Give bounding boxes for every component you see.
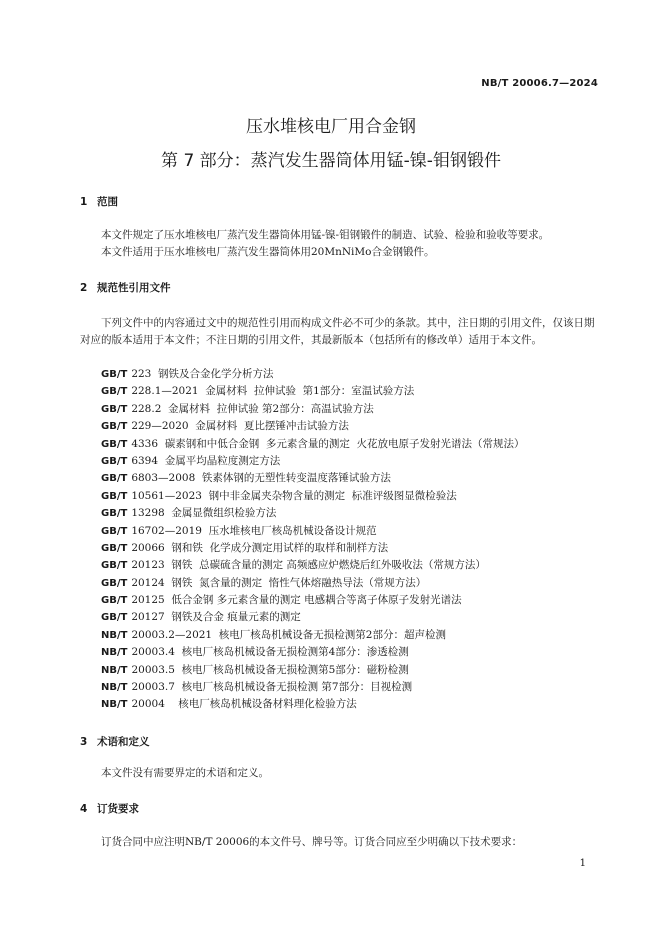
section-title: 规范性引用文件 [97, 282, 171, 294]
reference-item [101, 383, 525, 400]
reference-item [101, 644, 525, 661]
reference-code: GB/T [101, 403, 128, 415]
normative-references-list [101, 366, 525, 714]
reference-code: NB/T [101, 682, 128, 694]
reference-item [101, 401, 525, 418]
reference-code: NB/T [101, 664, 128, 676]
reference-item [101, 557, 525, 574]
reference-title: 6394 金属平均晶粒度测定方法 [131, 454, 281, 467]
reference-title: 20003.4 核电厂核岛机械设备无损检测第4部分：渗透检测 [131, 646, 409, 659]
reference-code: GB/T [101, 473, 128, 485]
reference-item [101, 662, 525, 679]
reference-title: 229—2020 金属材料 夏比摆锤冲击试验方法 [131, 420, 349, 433]
reference-item [101, 575, 525, 592]
reference-item [101, 453, 525, 470]
section-number: 4 [80, 803, 88, 815]
reference-title: 20123 钢铁 总碳硫含量的测定 高频感应炉燃烧后红外吸收法（常规方法） [131, 559, 486, 572]
reference-title: 20003.7 核电厂核岛机械设备无损检测 第7部分：目视检测 [131, 681, 413, 694]
paragraph: 下列文件中的内容通过文中的规范性引用而构成文件必不可少的条款。其中，注日期的引用文件，仅该日期对应的版本适用于本文件；不注日期的引用文件，其最新版本（包括所有的修改单）适用于本文件。 [80, 317, 595, 346]
reference-title: 228.2 金属材料 拉伸试验 第2部分：高温试验方法 [131, 402, 374, 415]
reference-item [101, 679, 525, 696]
reference-code: NB/T [101, 629, 128, 641]
reference-code: GB/T [101, 525, 128, 537]
reference-code: GB/T [101, 560, 128, 572]
reference-code: GB/T [101, 577, 128, 589]
reference-title: 13298 金属显微组织检验方法 [131, 507, 277, 520]
paragraph: 本文件规定了压水堆核电厂蒸汽发生器筒体用锰-镍-钼钢锻件的制造、试验、检验和验收等要求。 [101, 229, 550, 241]
document-title: 压水堆核电厂用合金钢 [246, 117, 416, 137]
reference-item [101, 627, 525, 644]
reference-item [101, 488, 525, 505]
reference-title: 4336 碳素钢和中低合金钢 多元素含量的测定 火花放电原子发射光谱法（常规法） [131, 437, 525, 450]
reference-title: 223 钢铁及合金化学分析方法 [131, 368, 274, 380]
document-subtitle: 第 7 部分：蒸汽发生器筒体用锰-镍-钼钢锻件 [161, 151, 501, 171]
reference-code: NB/T [101, 647, 128, 659]
paragraph: 订货合同中应注明NB/T 20006的本文件号、牌号等。订货合同应至少明确以下技术要求： [101, 836, 523, 848]
section-title: 订货要求 [97, 803, 139, 815]
reference-item [101, 470, 525, 487]
section-2-heading [80, 280, 171, 295]
page-number: 1 [579, 858, 586, 869]
reference-code: GB/T [101, 508, 128, 520]
reference-title: 20125 低合金钢 多元素含量的测定 电感耦合等离子体原子发射光谱法 [131, 594, 462, 607]
reference-item [101, 523, 525, 540]
reference-code: GB/T [101, 455, 128, 467]
section-title: 术语和定义 [97, 736, 150, 748]
section-3-heading [80, 734, 150, 749]
reference-title: 20066 钢和铁 化学成分测定用试样的取样和制样方法 [131, 541, 389, 554]
reference-item [101, 418, 525, 435]
reference-item [101, 592, 525, 609]
reference-code: GB/T [101, 438, 128, 450]
reference-code: GB/T [101, 612, 128, 624]
reference-title: 20004 核电厂核岛机械设备材料理化检验方法 [131, 698, 357, 711]
section-number: 2 [80, 282, 88, 294]
reference-title: 20003.5 核电厂核岛机械设备无损检测第5部分：磁粉检测 [131, 663, 409, 676]
reference-item [101, 540, 525, 557]
reference-title: 20127 钢铁及合金 痕量元素的测定 [131, 611, 301, 624]
reference-code: GB/T [101, 369, 128, 380]
reference-code: GB/T [101, 386, 128, 398]
section-title: 范围 [97, 196, 118, 208]
section-number: 3 [80, 736, 88, 748]
reference-code: NB/T [101, 699, 128, 711]
reference-item [101, 505, 525, 522]
reference-item [101, 436, 525, 453]
reference-code: GB/T [101, 490, 128, 502]
reference-title: 16702—2019 压水堆核电厂核岛机械设备设计规范 [131, 524, 377, 537]
reference-item [101, 366, 525, 383]
reference-title: 228.1—2021 金属材料 拉伸试验 第1部分：室温试验方法 [131, 385, 415, 398]
reference-item [101, 696, 525, 713]
reference-title: 20003.2—2021 核电厂核岛机械设备无损检测第2部分：超声检测 [131, 628, 446, 641]
reference-item [101, 609, 525, 626]
reference-code: GB/T [101, 421, 128, 433]
reference-title: 10561—2023 钢中非金属夹杂物含量的测定 标准评级图显微检验法 [131, 489, 457, 502]
reference-code: GB/T [101, 595, 128, 607]
reference-title: 20124 钢铁 氮含量的测定 惰性气体熔融热导法（常规方法） [131, 576, 427, 589]
standard-number: NB/T 20006.7—2024 [481, 78, 598, 89]
section-number: 1 [80, 196, 88, 208]
reference-code: GB/T [101, 542, 128, 554]
paragraph: 本文件适用于压水堆核电厂蒸汽发生器筒体用20MnNiMo合金钢锻件。 [101, 246, 435, 258]
reference-title: 6803—2008 铁素体钢的无塑性转变温度落锤试验方法 [131, 472, 391, 485]
paragraph: 本文件没有需要界定的术语和定义。 [101, 767, 269, 779]
section-4-heading [80, 801, 139, 816]
section-1-heading [80, 194, 118, 209]
